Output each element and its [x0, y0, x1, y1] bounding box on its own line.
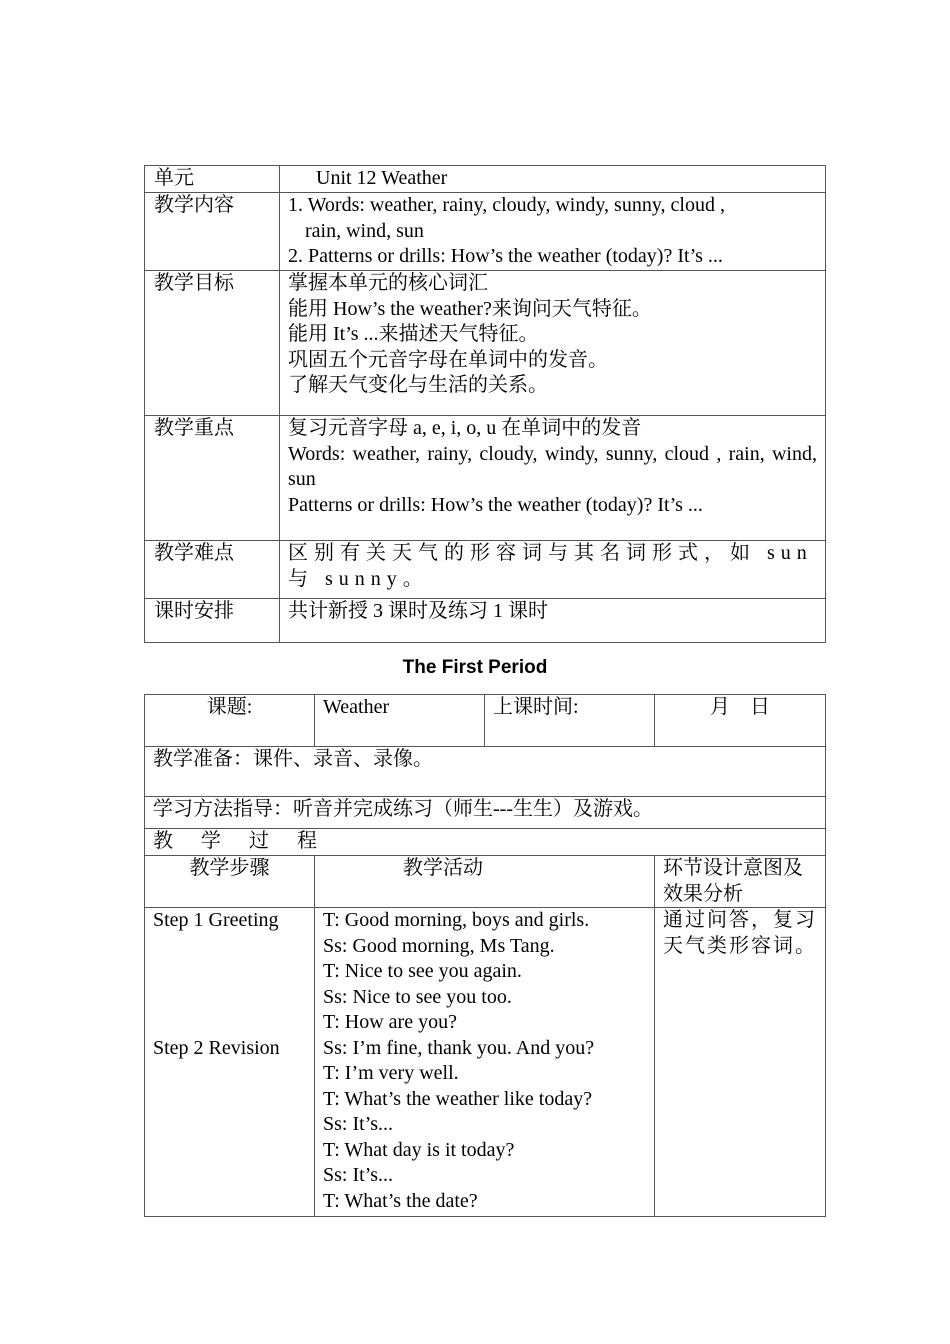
activity-line: T: Good morning, boys and girls. [323, 909, 590, 931]
topic-label: 课题: [145, 695, 315, 747]
step-1: Step 1 Greeting [153, 909, 279, 931]
key-line-1: 复习元音字母 a, e, i, o, u 在单词中的发音 [288, 417, 642, 439]
activity-cell [315, 908, 655, 1217]
lesson-plan-table [144, 694, 826, 1217]
activity-line: T: Nice to see you again. [323, 960, 522, 982]
activity-line: T: How are you? [323, 1011, 457, 1033]
goal-line-2: 能用 How’s the weather?来询问天气特征。 [288, 297, 652, 320]
goals-label: 教学目标 [145, 271, 280, 416]
period-title: The First Period [402, 657, 548, 678]
content-line-2: rain, wind, sun [305, 219, 424, 242]
unit-label: 单元 [145, 166, 280, 193]
key-points-label: 教学重点 [145, 416, 280, 541]
method-text: 学习方法指导：听音并完成练习（师生---生生）及游戏。 [145, 797, 826, 829]
col-steps: 教学步骤 [145, 856, 315, 908]
content-label: 教学内容 [145, 193, 280, 271]
key-line-2: Words: weather, rainy, cloudy, windy, sunny, cloud , rain, wind, sun [288, 442, 817, 490]
unit-overview-table [144, 165, 826, 643]
goal-line-3: 能用 It’s ...来描述天气特征。 [288, 323, 539, 345]
schedule-label: 课时安排 [145, 599, 280, 643]
content-line-1: 1. Words: weather, rainy, cloudy, windy, sunny, cloud , [288, 194, 725, 216]
steps-cell [145, 908, 315, 1217]
activity-line: T: What day is it today? [323, 1138, 515, 1161]
schedule-text: 共计新授 3 课时及练习 1 课时 [280, 599, 826, 643]
col-design: 环节设计意图及效果分析 [655, 856, 826, 908]
activity-line: T: What’s the weather like today? [323, 1087, 593, 1110]
process-label: 教学过程 [145, 829, 826, 856]
unit-value: Unit 12 Weather [280, 166, 826, 193]
difficulty-text: 区别有关天气的形容词与其名词形式，如 sun 与 sunny。 [280, 541, 826, 599]
activity-line: Ss: Good morning, Ms Tang. [323, 934, 555, 957]
goal-line-1: 掌握本单元的核心词汇 [288, 272, 488, 294]
goal-line-5: 了解天气变化与生活的关系。 [288, 374, 548, 396]
difficulty-label: 教学难点 [145, 541, 280, 599]
step-2: Step 2 Revision [153, 1036, 280, 1059]
activity-line: T: I’m very well. [323, 1062, 459, 1084]
activity-line: Ss: It’s... [323, 1113, 394, 1135]
time-label: 上课时间: [485, 695, 655, 747]
goal-line-4: 巩固五个元音字母在单词中的发音。 [288, 348, 608, 371]
topic-value: Weather [315, 695, 485, 747]
preparation-text: 教学准备：课件、录音、录像。 [145, 747, 826, 797]
content-line-3: 2. Patterns or drills: How’s the weather (today)? It’s ... [288, 245, 723, 267]
activity-line: Ss: It’s... [323, 1164, 394, 1186]
activity-line: Ss: I’m fine, thank you. And you? [323, 1036, 595, 1059]
key-line-3: Patterns or drills: How’s the weather (today)? It’s ... [288, 493, 703, 516]
time-value: 月 日 [655, 695, 826, 747]
col-activity: 教学活动 [315, 856, 655, 908]
activity-line: T: What’s the date? [323, 1189, 478, 1212]
key-points-cell [280, 416, 826, 541]
activity-line: Ss: Nice to see you too. [323, 985, 512, 1008]
design-text: 通过问答，复习天气类形容词。 [655, 908, 826, 1217]
goals-cell [280, 271, 826, 416]
content-cell [280, 193, 826, 271]
